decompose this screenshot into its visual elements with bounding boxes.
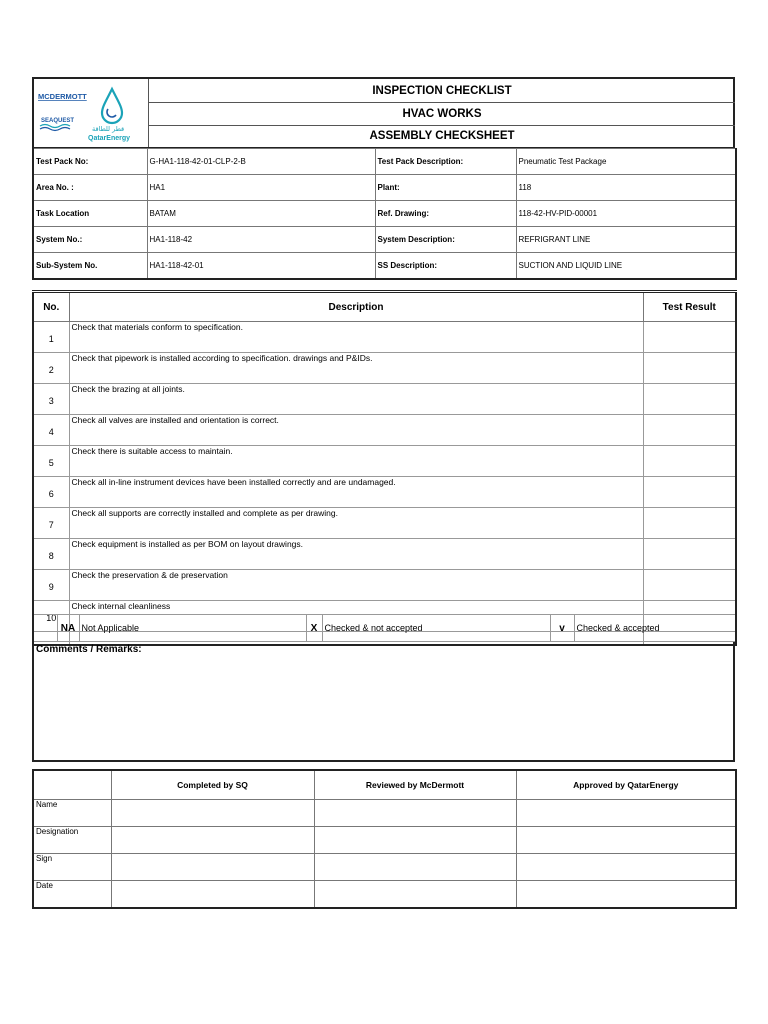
item-test-result[interactable] — [643, 415, 736, 446]
signature-row-label: Sign — [33, 854, 111, 881]
item-description: Check all in-line instrument devices have been installed correctly and are undamaged. — [69, 477, 643, 508]
item-description: Check the brazing at all joints. — [69, 384, 643, 415]
legend-x-text: Checked & not accepted — [322, 615, 550, 642]
signature-field[interactable] — [111, 827, 314, 854]
item-number: 6 — [33, 477, 69, 508]
column-header-no: No. — [33, 292, 69, 322]
info-value[interactable]: HA1-118-42-01 — [147, 253, 375, 280]
checklist-row — [33, 384, 736, 415]
info-row — [33, 227, 736, 253]
item-description: Check the preservation & de preservation — [69, 570, 643, 601]
qatarenergy-arabic: قطر للطاقة — [92, 125, 125, 133]
info-label: System No.: — [33, 227, 147, 253]
signature-field[interactable] — [111, 800, 314, 827]
info-value[interactable]: HA1-118-42 — [147, 227, 375, 253]
info-label: Plant: — [375, 175, 516, 201]
item-description: Check all supports are correctly installed and complete as per drawing. — [69, 508, 643, 539]
document-header — [32, 77, 735, 149]
qatarenergy-drop-icon — [102, 89, 122, 123]
checklist-row — [33, 570, 736, 601]
item-description: Check equipment is installed as per BOM on layout drawings. — [69, 539, 643, 570]
column-reviewed-by: Reviewed by McDermott — [314, 770, 516, 800]
logo-area — [34, 79, 149, 147]
item-number: 5 — [33, 446, 69, 477]
company-logos — [34, 79, 148, 147]
item-number: 10 — [33, 601, 69, 632]
info-label: Ref. Drawing: — [375, 201, 516, 227]
qatarenergy-logo: QatarEnergy — [88, 135, 131, 142]
signature-field[interactable] — [516, 800, 736, 827]
item-test-result[interactable] — [643, 446, 736, 477]
info-value[interactable]: SUCTION AND LIQUID LINE — [516, 253, 736, 280]
seaquest-logo: SEAQUEST — [41, 118, 75, 124]
column-approved-by: Approved by QatarEnergy — [516, 770, 736, 800]
signature-row — [33, 800, 736, 827]
item-number: 1 — [33, 322, 69, 353]
item-number: 2 — [33, 353, 69, 384]
item-description: Check internal cleanliness — [69, 601, 643, 632]
checklist-row — [33, 415, 736, 446]
info-label: Test Pack No: — [33, 149, 147, 175]
mcdermott-logo: MCDERMOTT — [38, 92, 87, 101]
checklist-row — [33, 446, 736, 477]
legend-x-symbol: X — [306, 615, 322, 642]
comments-box[interactable] — [32, 642, 735, 762]
info-row — [33, 175, 736, 201]
info-row — [33, 201, 736, 227]
signature-table — [32, 769, 737, 909]
column-header-description: Description — [69, 292, 643, 322]
signature-row — [33, 827, 736, 854]
comments-label: Comments / Remarks: — [36, 644, 142, 655]
item-number: 4 — [33, 415, 69, 446]
column-header-test-result: Test Result — [643, 292, 736, 322]
info-value[interactable]: Pneumatic Test Package — [516, 149, 736, 175]
info-row — [33, 149, 736, 175]
info-value[interactable]: 118-42-HV-PID-00001 — [516, 201, 736, 227]
info-value[interactable]: HA1 — [147, 175, 375, 201]
info-label: System Description: — [375, 227, 516, 253]
info-row — [33, 253, 736, 280]
info-label: Task Location — [33, 201, 147, 227]
item-test-result[interactable] — [643, 353, 736, 384]
signature-row-label: Name — [33, 800, 111, 827]
info-label: Sub-System No. — [33, 253, 147, 280]
info-value[interactable]: REFRIGRANT LINE — [516, 227, 736, 253]
checklist-row — [33, 353, 736, 384]
legend-v-text: Checked & accepted — [574, 615, 736, 642]
signature-field[interactable] — [314, 827, 516, 854]
title-assembly-checksheet: ASSEMBLY CHECKSHEET — [369, 130, 515, 142]
signature-field[interactable] — [516, 854, 736, 881]
signature-field[interactable] — [314, 854, 516, 881]
signature-field[interactable] — [314, 881, 516, 909]
legend-na-symbol: NA — [57, 615, 79, 642]
item-number: 9 — [33, 570, 69, 601]
signature-field[interactable] — [314, 800, 516, 827]
signature-field[interactable] — [516, 881, 736, 909]
item-test-result[interactable] — [643, 570, 736, 601]
checklist-row — [33, 477, 736, 508]
column-completed-by: Completed by SQ — [111, 770, 314, 800]
item-description: Check there is suitable access to maintain. — [69, 446, 643, 477]
checklist-row — [33, 508, 736, 539]
info-label: SS Description: — [375, 253, 516, 280]
title-inspection-checklist: INSPECTION CHECKLIST — [149, 79, 735, 103]
item-number: 7 — [33, 508, 69, 539]
signature-row-label: Designation — [33, 827, 111, 854]
info-table — [32, 148, 737, 280]
item-description: Check that pipework is installed according to specification. drawings and P&IDs. — [69, 353, 643, 384]
signature-row-label: Date — [33, 881, 111, 909]
item-test-result[interactable] — [643, 384, 736, 415]
item-test-result[interactable] — [643, 477, 736, 508]
item-test-result[interactable] — [643, 508, 736, 539]
signature-field[interactable] — [111, 881, 314, 909]
info-label: Area No. : — [33, 175, 147, 201]
item-test-result[interactable] — [643, 322, 736, 353]
item-description: Check that materials conform to specification. — [69, 322, 643, 353]
item-test-result[interactable] — [643, 539, 736, 570]
title-hvac-works: HVAC WORKS — [149, 102, 735, 126]
checklist-row — [33, 539, 736, 570]
legend-row — [32, 614, 737, 642]
signature-row — [33, 881, 736, 909]
checklist-row — [33, 322, 736, 353]
item-number: 8 — [33, 539, 69, 570]
item-description: Check all valves are installed and orientation is correct. — [69, 415, 643, 446]
legend-na-text: Not Applicable — [79, 615, 306, 642]
checklist-table — [32, 290, 737, 646]
signature-row — [33, 854, 736, 881]
info-value[interactable]: BATAM — [147, 201, 375, 227]
signature-field[interactable] — [516, 827, 736, 854]
info-label: Test Pack Description: — [375, 149, 516, 175]
info-value[interactable]: 118 — [516, 175, 736, 201]
info-value[interactable]: G-HA1-118-42-01-CLP-2-B — [147, 149, 375, 175]
signature-field[interactable] — [111, 854, 314, 881]
item-number: 3 — [33, 384, 69, 415]
legend-v-symbol: v — [550, 615, 574, 642]
